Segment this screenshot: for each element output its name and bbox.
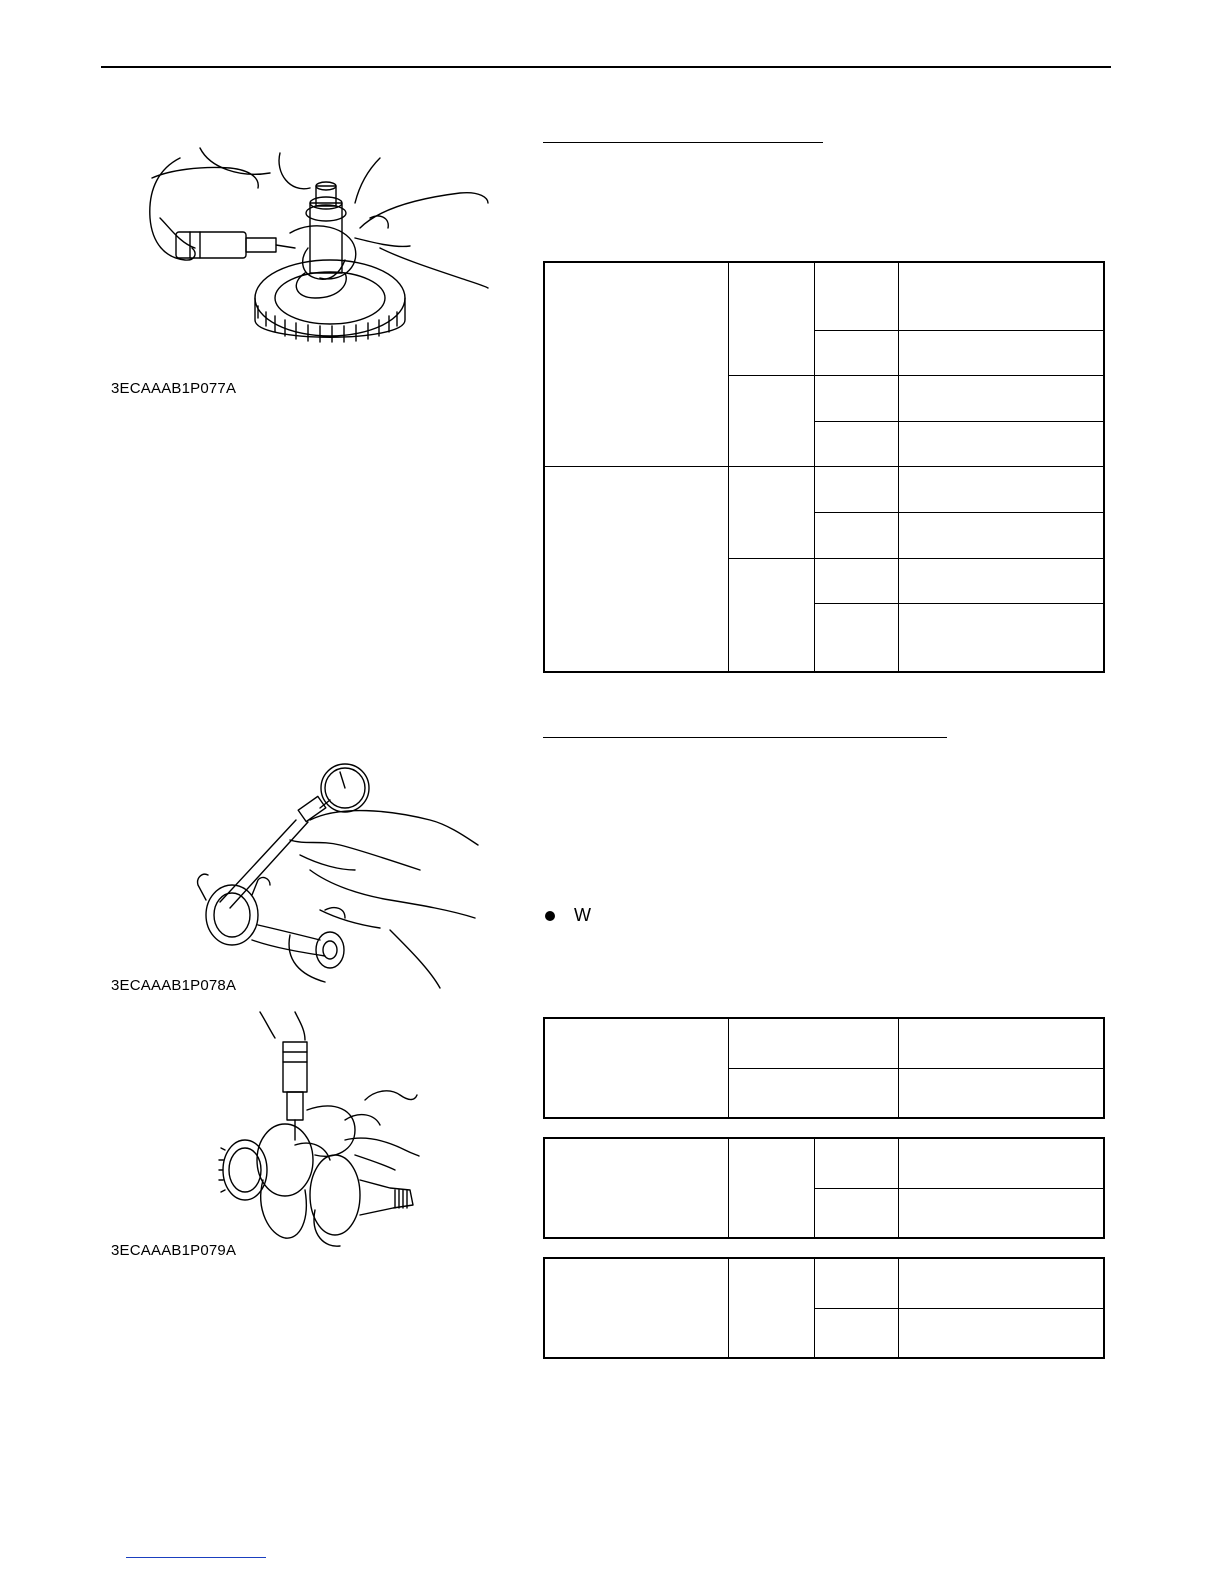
section-heading-underline	[543, 737, 947, 738]
table-cell	[728, 467, 814, 558]
table-cell	[814, 604, 898, 672]
table-cell	[544, 467, 728, 672]
connecting-rod-illustration	[190, 760, 480, 990]
table-cell	[898, 330, 1104, 376]
table-cell	[814, 1188, 898, 1238]
spec-table	[543, 1137, 1105, 1239]
table-cell	[814, 376, 898, 422]
table-cell	[544, 1018, 728, 1118]
header-rule	[101, 66, 1111, 68]
table-cell	[728, 558, 814, 672]
figure-caption: 3ECAAAB1P078A	[111, 977, 237, 994]
table-cell	[814, 1308, 898, 1358]
table-cell	[898, 1068, 1104, 1118]
table-cell	[898, 467, 1104, 513]
table-cell	[898, 1188, 1104, 1238]
table-cell	[814, 1138, 898, 1188]
spec-table	[543, 261, 1105, 673]
spec-table	[543, 1257, 1105, 1359]
table-cell	[728, 1258, 814, 1358]
table-cell	[898, 558, 1104, 604]
table-cell	[898, 513, 1104, 559]
table-cell	[814, 467, 898, 513]
table-cell	[814, 1258, 898, 1308]
table-cell	[898, 262, 1104, 330]
section-heading-underline	[543, 142, 823, 143]
table-cell	[814, 513, 898, 559]
table-cell	[898, 1258, 1104, 1308]
table-cell	[814, 558, 898, 604]
table-cell	[544, 1138, 728, 1238]
table-cell	[898, 1308, 1104, 1358]
figure-caption: 3ECAAAB1P079A	[111, 1242, 237, 1259]
table-cell	[898, 421, 1104, 467]
table-cell	[728, 376, 814, 467]
table-cell	[898, 1138, 1104, 1188]
table-cell	[898, 376, 1104, 422]
table-cell	[898, 1018, 1104, 1068]
table-cell	[814, 330, 898, 376]
table-cell	[898, 604, 1104, 672]
camshaft-gear-illustration	[140, 148, 490, 358]
table-cell	[544, 262, 728, 467]
crankshaft-illustration	[215, 1010, 420, 1250]
table-cell	[814, 262, 898, 330]
bullet-text: W	[574, 905, 591, 925]
bullet-icon	[545, 911, 555, 921]
table-cell	[728, 262, 814, 376]
figure-caption: 3ECAAAB1P077A	[111, 380, 237, 397]
table-cell	[728, 1068, 898, 1118]
table-cell	[728, 1018, 898, 1068]
table-cell	[728, 1138, 814, 1238]
table-cell	[814, 421, 898, 467]
footer-link-underline[interactable]	[126, 1557, 266, 1558]
table-cell	[544, 1258, 728, 1358]
spec-table	[543, 1017, 1105, 1119]
